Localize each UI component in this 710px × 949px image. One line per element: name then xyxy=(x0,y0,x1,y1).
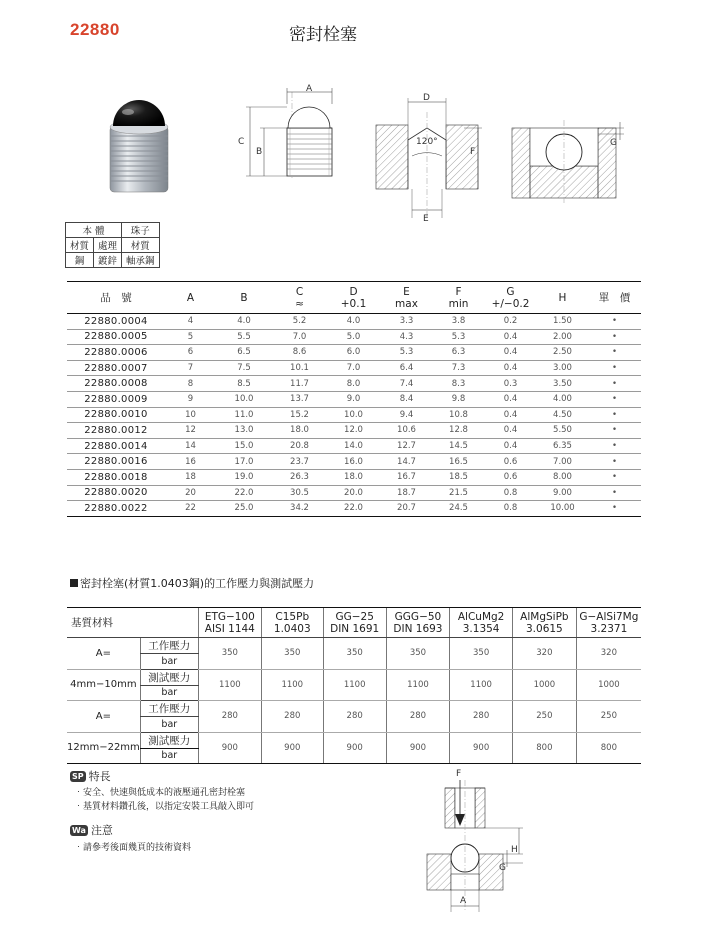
spec-cell: 0.6 xyxy=(484,454,537,470)
spec-cell: 4.0 xyxy=(216,314,272,330)
part-number-cell: 22880.0010 xyxy=(67,407,165,423)
part-number-cell: 22880.0016 xyxy=(67,454,165,470)
spec-cell: 5.2 xyxy=(272,314,327,330)
work-pressure-value: 350 xyxy=(450,638,513,670)
test-pressure-value: 900 xyxy=(450,732,513,764)
work-pressure-value: 250 xyxy=(512,701,576,733)
spec-cell: 8 xyxy=(165,376,216,392)
unit-label: bar xyxy=(140,654,198,670)
product-code: 22880 xyxy=(70,20,120,39)
unit-label: bar xyxy=(140,685,198,701)
part-number-cell: 22880.0012 xyxy=(67,423,165,439)
spec-cell: 5 xyxy=(165,329,216,345)
base-material-label: 基質材料 xyxy=(67,608,198,638)
spec-cell: 7.3 xyxy=(433,360,484,376)
spec-header-cell: F min xyxy=(433,282,484,314)
spec-cell: 18.0 xyxy=(327,469,380,485)
spec-cell: 10.00 xyxy=(537,501,588,517)
label-c: C xyxy=(238,137,245,147)
a-label: A= xyxy=(67,638,140,670)
spec-cell: 4.0 xyxy=(327,314,380,330)
spec-cell: 7.4 xyxy=(380,376,433,392)
spec-cell: 10.8 xyxy=(433,407,484,423)
spec-cell: 0.4 xyxy=(484,391,537,407)
label-a2: A xyxy=(460,896,467,906)
spec-cell: 30.5 xyxy=(272,485,327,501)
material-cell: 鋼 xyxy=(66,253,94,268)
pressure-section-title: 密封栓塞(材質1.0403鋼)的工作壓力與測試壓力 xyxy=(70,575,314,591)
part-number-cell: 22880.0014 xyxy=(67,438,165,454)
spec-cell: 12.8 xyxy=(433,423,484,439)
spec-cell: 7.5 xyxy=(216,360,272,376)
work-pressure-value: 350 xyxy=(261,638,323,670)
spec-cell: 8.4 xyxy=(380,391,433,407)
table-row xyxy=(67,376,641,392)
pressure-table xyxy=(67,607,641,764)
part-number-cell: 22880.0005 xyxy=(67,329,165,345)
spec-cell: 20.0 xyxy=(327,485,380,501)
test-pressure-value: 1000 xyxy=(576,669,641,701)
spec-cell: 0.4 xyxy=(484,329,537,345)
spec-cell: • xyxy=(588,376,641,392)
spec-cell: 6.5 xyxy=(216,345,272,361)
work-pressure-value: 280 xyxy=(198,701,261,733)
spec-cell: 3.8 xyxy=(433,314,484,330)
spec-cell: 8.5 xyxy=(216,376,272,392)
material-cell: 處理 xyxy=(94,238,122,253)
spec-cell: • xyxy=(588,407,641,423)
part-number-cell: 22880.0009 xyxy=(67,391,165,407)
spec-cell: 23.7 xyxy=(272,454,327,470)
spec-cell: 8.00 xyxy=(537,469,588,485)
spec-cell: 4.00 xyxy=(537,391,588,407)
material-ball-header: 珠子 xyxy=(122,223,160,238)
spec-cell: 26.3 xyxy=(272,469,327,485)
spec-header-cell: A xyxy=(165,282,216,314)
product-photo xyxy=(98,96,180,198)
wa-badge-icon: Wa xyxy=(72,826,86,835)
table-row xyxy=(67,407,641,423)
spec-header-cell: 單 價 xyxy=(588,282,641,314)
work-pressure-value: 280 xyxy=(323,701,386,733)
table-row xyxy=(67,345,641,361)
material-header-cell: GG−25 DIN 1691 xyxy=(323,608,386,638)
unit-label: bar xyxy=(140,748,198,764)
spec-cell: • xyxy=(588,329,641,345)
spec-cell: 11.7 xyxy=(272,376,327,392)
spec-cell: • xyxy=(588,360,641,376)
label-f: F xyxy=(470,147,476,157)
spec-cell: 5.5 xyxy=(216,329,272,345)
spec-header-row xyxy=(67,282,641,314)
spec-cell: 18.0 xyxy=(272,423,327,439)
spec-cell: 9.00 xyxy=(537,485,588,501)
spec-cell: 12.0 xyxy=(327,423,380,439)
spec-cell: 0.4 xyxy=(484,345,537,361)
spec-cell: 10.0 xyxy=(327,407,380,423)
feature-item: ‧安全、快速與低成本的液壓通孔密封栓塞 xyxy=(74,788,246,798)
spec-cell: 0.4 xyxy=(484,438,537,454)
spec-cell: 22.0 xyxy=(327,501,380,517)
spec-header-cell: B xyxy=(216,282,272,314)
material-table xyxy=(65,222,160,268)
test-pressure-value: 900 xyxy=(198,732,261,764)
spec-cell: 7.00 xyxy=(537,454,588,470)
spec-cell: • xyxy=(588,454,641,470)
test-pressure-value: 1100 xyxy=(261,669,323,701)
material-cell: 鍍鋅 xyxy=(94,253,122,268)
test-pressure-value: 1100 xyxy=(450,669,513,701)
page-title: 密封栓塞 xyxy=(289,25,357,45)
spec-cell: 16 xyxy=(165,454,216,470)
material-cell: 材質 xyxy=(122,238,160,253)
work-pressure-value: 350 xyxy=(198,638,261,670)
spec-cell: 16.0 xyxy=(327,454,380,470)
test-pressure-value: 1000 xyxy=(512,669,576,701)
material-body-header: 本 體 xyxy=(66,223,122,238)
test-pressure-value: 1100 xyxy=(198,669,261,701)
spec-cell: 8.0 xyxy=(327,376,380,392)
spec-cell: 0.8 xyxy=(484,485,537,501)
note-item: ‧請參考後面幾頁的技術資料 xyxy=(74,843,192,853)
table-row xyxy=(67,329,641,345)
work-pressure-value: 280 xyxy=(386,701,450,733)
spec-cell: 5.3 xyxy=(433,329,484,345)
spec-cell: 0.3 xyxy=(484,376,537,392)
spec-cell: 2.50 xyxy=(537,345,588,361)
work-pressure-value: 280 xyxy=(450,701,513,733)
feature-item: ‧基質材料鑽孔後，以指定安裝工具敲入即可 xyxy=(74,802,255,812)
plug-dimension-drawing xyxy=(230,82,355,192)
spec-cell: 6 xyxy=(165,345,216,361)
spec-cell: 18.7 xyxy=(380,485,433,501)
label-f2: F xyxy=(456,769,462,779)
label-b: B xyxy=(256,147,263,157)
spec-cell: 0.4 xyxy=(484,407,537,423)
table-row xyxy=(67,360,641,376)
part-number-cell: 22880.0006 xyxy=(67,345,165,361)
spec-header-cell: E max xyxy=(380,282,433,314)
spec-header-cell: 品 號 xyxy=(67,282,165,314)
spec-cell: 19.0 xyxy=(216,469,272,485)
spec-header-cell: G +/−0.2 xyxy=(484,282,537,314)
part-number-cell: 22880.0020 xyxy=(67,485,165,501)
spec-cell: 34.2 xyxy=(272,501,327,517)
work-pressure-value: 320 xyxy=(576,638,641,670)
spec-cell: 14.7 xyxy=(380,454,433,470)
spec-cell: • xyxy=(588,469,641,485)
spec-cell: 7.0 xyxy=(272,329,327,345)
part-number-cell: 22880.0018 xyxy=(67,469,165,485)
spec-cell: 5.0 xyxy=(327,329,380,345)
spec-cell: • xyxy=(588,485,641,501)
notes-heading: Wa 注意 xyxy=(72,824,113,837)
spec-header-cell: C ≈ xyxy=(272,282,327,314)
part-number-cell: 22880.0022 xyxy=(67,501,165,517)
spec-cell: 10.6 xyxy=(380,423,433,439)
spec-cell: 0.2 xyxy=(484,314,537,330)
spec-cell: 15.0 xyxy=(216,438,272,454)
sp-badge-icon: SP xyxy=(72,772,84,781)
installed-drawing xyxy=(510,118,630,206)
spec-cell: 3.50 xyxy=(537,376,588,392)
spec-cell: 13.0 xyxy=(216,423,272,439)
test-pressure-value: 800 xyxy=(512,732,576,764)
spec-cell: 5.3 xyxy=(380,345,433,361)
spec-cell: 6.3 xyxy=(433,345,484,361)
spec-cell: 3.3 xyxy=(380,314,433,330)
spec-cell: 14 xyxy=(165,438,216,454)
spec-cell: • xyxy=(588,438,641,454)
material-header-cell: C15Pb 1.0403 xyxy=(261,608,323,638)
spec-cell: 25.0 xyxy=(216,501,272,517)
table-row xyxy=(67,438,641,454)
spec-cell: • xyxy=(588,423,641,439)
spec-cell: 17.0 xyxy=(216,454,272,470)
installation-drawing xyxy=(425,766,535,916)
test-pressure-value: 900 xyxy=(261,732,323,764)
material-cell: 材質 xyxy=(66,238,94,253)
label-d: D xyxy=(423,93,430,103)
test-pressure-value: 1100 xyxy=(323,669,386,701)
test-pressure-value: 900 xyxy=(323,732,386,764)
label-angle: 120° xyxy=(416,137,438,147)
spec-cell: • xyxy=(588,391,641,407)
spec-cell: • xyxy=(588,314,641,330)
spec-cell: 9.0 xyxy=(327,391,380,407)
spec-cell: 10 xyxy=(165,407,216,423)
part-number-cell: 22880.0007 xyxy=(67,360,165,376)
spec-cell: 7.0 xyxy=(327,360,380,376)
spec-cell: 4.50 xyxy=(537,407,588,423)
table-row xyxy=(67,391,641,407)
spec-header-cell: H xyxy=(537,282,588,314)
table-row xyxy=(67,423,641,439)
material-header-cell: GGG−50 DIN 1693 xyxy=(386,608,450,638)
spec-cell: 9.4 xyxy=(380,407,433,423)
work-pressure-value: 350 xyxy=(386,638,450,670)
spec-cell: 15.2 xyxy=(272,407,327,423)
part-number-cell: 22880.0004 xyxy=(67,314,165,330)
material-header-cell: AlMgSiPb 3.0615 xyxy=(512,608,576,638)
table-row xyxy=(67,469,641,485)
table-row xyxy=(67,314,641,330)
part-number-cell: 22880.0008 xyxy=(67,376,165,392)
test-pressure-value: 800 xyxy=(576,732,641,764)
spec-cell: 24.5 xyxy=(433,501,484,517)
spec-cell: 5.50 xyxy=(537,423,588,439)
spec-cell: • xyxy=(588,501,641,517)
label-g: G xyxy=(610,138,617,148)
spec-cell: 22.0 xyxy=(216,485,272,501)
spec-cell: 13.7 xyxy=(272,391,327,407)
spec-cell: 12.7 xyxy=(380,438,433,454)
spec-cell: 6.35 xyxy=(537,438,588,454)
spec-cell: 0.4 xyxy=(484,423,537,439)
spec-cell: 9.8 xyxy=(433,391,484,407)
bore-dimension-drawing xyxy=(368,92,488,224)
spec-cell: 11.0 xyxy=(216,407,272,423)
spec-cell: 14.0 xyxy=(327,438,380,454)
spec-cell: 16.7 xyxy=(380,469,433,485)
spec-cell: 1.50 xyxy=(537,314,588,330)
spec-cell: 9 xyxy=(165,391,216,407)
material-header-cell: G−AlSi7Mg 3.2371 xyxy=(576,608,641,638)
spec-cell: 3.00 xyxy=(537,360,588,376)
material-cell: 軸承鋼 xyxy=(122,253,160,268)
work-pressure-label: 工作壓力 xyxy=(140,701,198,717)
spec-cell: 0.4 xyxy=(484,360,537,376)
spec-cell: 8.6 xyxy=(272,345,327,361)
spec-table xyxy=(67,281,641,517)
spec-cell: 6.0 xyxy=(327,345,380,361)
work-pressure-value: 320 xyxy=(512,638,576,670)
spec-cell: 18.5 xyxy=(433,469,484,485)
a-label: A= xyxy=(67,701,140,733)
spec-cell: 21.5 xyxy=(433,485,484,501)
label-a: A xyxy=(306,84,313,94)
spec-cell: 4.3 xyxy=(380,329,433,345)
spec-cell: 7 xyxy=(165,360,216,376)
material-header-cell: AlCuMg2 3.1354 xyxy=(450,608,513,638)
spec-cell: 10.0 xyxy=(216,391,272,407)
spec-cell: 0.6 xyxy=(484,469,537,485)
spec-cell: 0.8 xyxy=(484,501,537,517)
spec-cell: 14.5 xyxy=(433,438,484,454)
spec-header-cell: D +0.1 xyxy=(327,282,380,314)
table-row xyxy=(67,501,641,517)
spec-cell: • xyxy=(588,345,641,361)
spec-cell: 6.4 xyxy=(380,360,433,376)
material-header-cell: ETG−100 AISI 1144 xyxy=(198,608,261,638)
range-label: 4mm−10mm xyxy=(67,669,140,701)
work-pressure-value: 350 xyxy=(323,638,386,670)
work-pressure-label: 工作壓力 xyxy=(140,638,198,654)
unit-label: bar xyxy=(140,717,198,733)
test-pressure-label: 測試壓力 xyxy=(140,732,198,748)
spec-cell: 10.1 xyxy=(272,360,327,376)
range-label: 12mm−22mm xyxy=(67,732,140,764)
table-row xyxy=(67,485,641,501)
spec-cell: 2.00 xyxy=(537,329,588,345)
spec-cell: 4 xyxy=(165,314,216,330)
spec-cell: 8.3 xyxy=(433,376,484,392)
spec-cell: 20 xyxy=(165,485,216,501)
label-g2: G xyxy=(499,863,506,873)
spec-cell: 16.5 xyxy=(433,454,484,470)
spec-cell: 20.7 xyxy=(380,501,433,517)
test-pressure-label: 測試壓力 xyxy=(140,669,198,685)
spec-cell: 18 xyxy=(165,469,216,485)
spec-cell: 12 xyxy=(165,423,216,439)
spec-cell: 22 xyxy=(165,501,216,517)
features-heading: SP 特長 xyxy=(72,770,111,783)
label-e: E xyxy=(423,214,429,224)
test-pressure-value: 900 xyxy=(386,732,450,764)
work-pressure-value: 280 xyxy=(261,701,323,733)
work-pressure-value: 250 xyxy=(576,701,641,733)
label-h: H xyxy=(511,845,518,855)
test-pressure-value: 1100 xyxy=(386,669,450,701)
table-row xyxy=(67,454,641,470)
spec-cell: 20.8 xyxy=(272,438,327,454)
